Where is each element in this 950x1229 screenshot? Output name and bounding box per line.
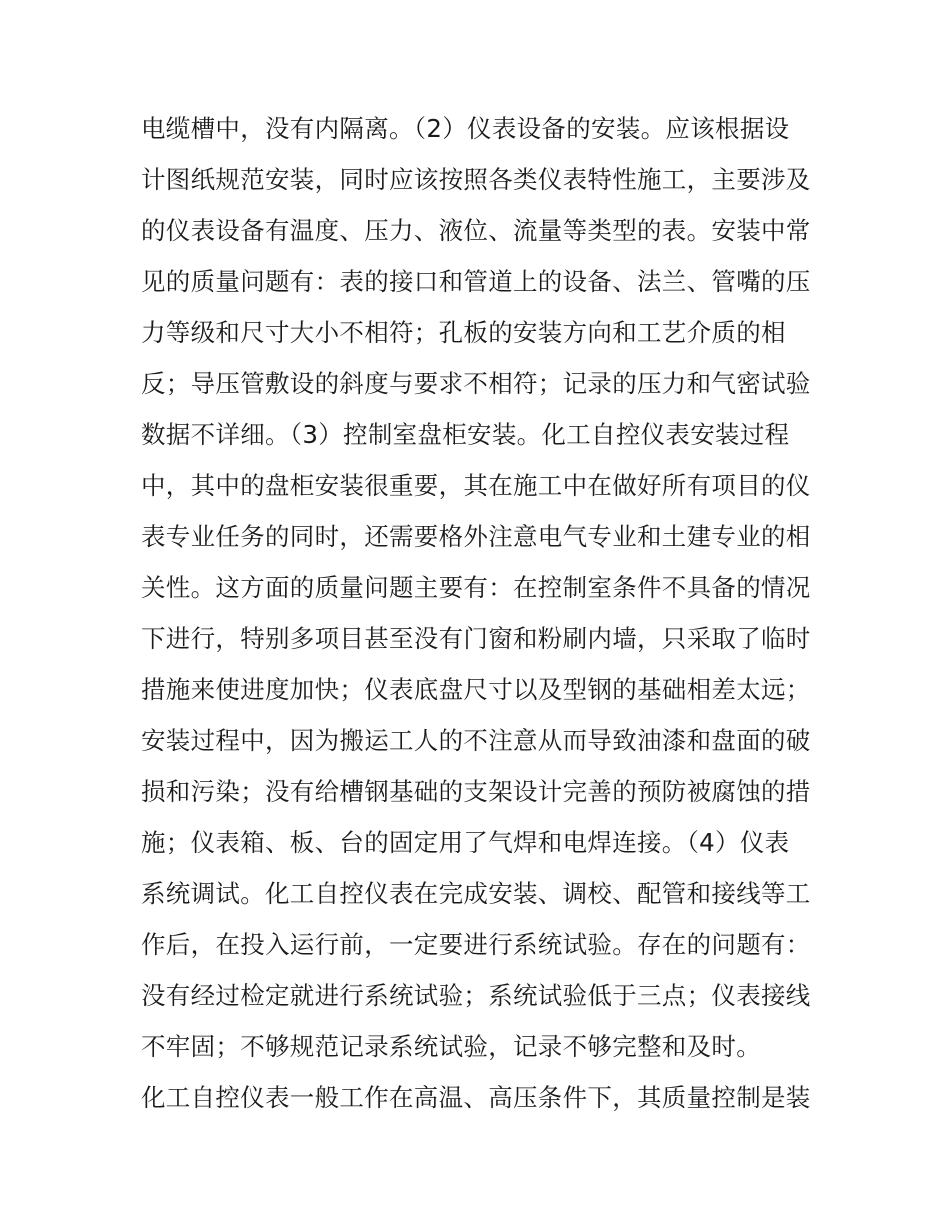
text-line-13: 安装过程中，因为搬运工人的不注意从而导致油漆和盘面的破 <box>141 726 811 755</box>
body-text <box>141 103 816 1123</box>
text-line-18: 没有经过检定就进行系统试验；系统试验低于三点；仪表接线 <box>141 981 811 1010</box>
text-line-7: 数据不详细。（3）控制室盘柜安装。化工自控仪表安装过程 <box>141 420 790 449</box>
text-line-12: 措施来使进度加快；仪表底盘尺寸以及型钢的基础相差太远； <box>141 675 811 704</box>
text-line-1: 电缆槽中，没有内隔离。（2）仪表设备的安装。应该根据设 <box>141 114 790 143</box>
text-line-3: 的仪表设备有温度、压力、液位、流量等类型的表。安装中常 <box>141 216 811 245</box>
text-line-4: 见的质量问题有：表的接口和管道上的设备、法兰、管嘴的压 <box>141 267 811 296</box>
text-line-15: 施；仪表箱、板、台的固定用了气焊和电焊连接。（4）仪表 <box>141 828 790 857</box>
text-line-8: 中，其中的盘柜安装很重要，其在施工中在做好所有项目的仪 <box>141 471 811 500</box>
text-line-19: 不牢固；不够规范记录系统试验，记录不够完整和及时。 <box>141 1032 761 1061</box>
text-line-5: 力等级和尺寸大小不相符；孔板的安装方向和工艺介质的相 <box>141 318 786 347</box>
text-line-9: 表专业任务的同时，还需要格外注意电气专业和土建专业的相 <box>141 522 811 551</box>
text-line-16: 系统调试。化工自控仪表在完成安装、调校、配管和接线等工 <box>141 879 811 908</box>
text-line-14: 损和污染；没有给槽钢基础的支架设计完善的预防被腐蚀的措 <box>141 777 811 806</box>
text-line-6: 反；导压管敷设的斜度与要求不相符；记录的压力和气密试验 <box>141 369 811 398</box>
text-line-11: 下进行，特别多项目甚至没有门窗和粉刷内墙，只采取了临时 <box>141 624 811 653</box>
text-line-10: 关性。这方面的质量问题主要有：在控制室条件不具备的情况 <box>141 573 811 602</box>
text-line-2: 计图纸规范安装，同时应该按照各类仪表特性施工，主要涉及 <box>141 165 811 194</box>
text-line-20: 化工自控仪表一般工作在高温、高压条件下，其质量控制是装 <box>141 1083 811 1112</box>
text-line-17: 作后，在投入运行前，一定要进行系统试验。存在的问题有： <box>141 930 811 959</box>
